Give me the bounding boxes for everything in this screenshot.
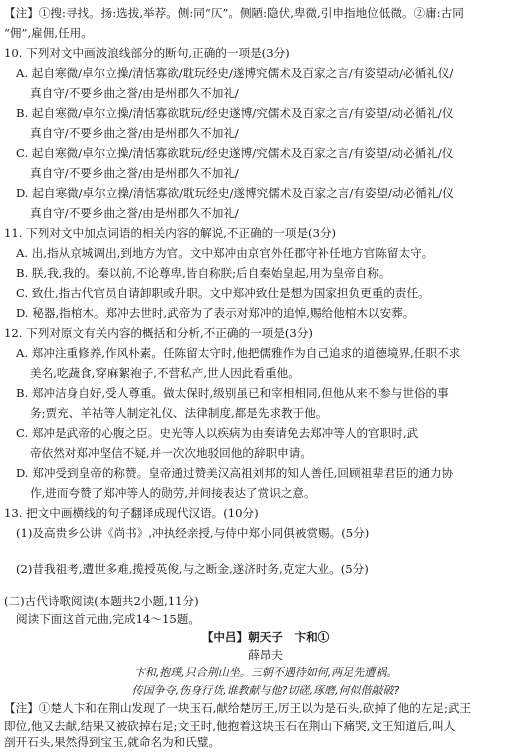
section-poetry-heading: (二)古代诗歌阅读(本题共2小题,11分) <box>4 594 199 608</box>
poetry-instruction: 阅读下面这首元曲,完成14～15题。 <box>16 612 200 626</box>
q10-option-d-line-2: 真自守/不要乡曲之誉/由是州郡久不加礼/ <box>30 206 239 220</box>
q12-option-c-line-1: C. 郑冲是武帝的心腹之臣。史光等人以疾病为由奏请免去郑冲等人的官职时,武 <box>16 426 419 440</box>
poem-note-line-2: 即位,他又去献,结果又被砍掉右足;文王时,他抱着这块玉石在荆山下痛哭,文王知道后,叫人 <box>4 719 456 733</box>
poem-line-1: 卞和,抱璞,只合荆山坐。三朝不遇待如何,两足先遭祸。 <box>133 666 398 679</box>
q13-sentence-1: (1)及高贵乡公讲《尚书》,冲执经亲授,与侍中郑小同俱被赏赐。(5分) <box>16 526 370 540</box>
q10-option-a-line-2: 真自守/不要乡曲之誉/由是州郡久不加礼/ <box>30 86 239 100</box>
q11-option-a: A. 出,指从京城调出,到地方为官。文中郑冲由京官外任郡守补任地方官陈留太守。 <box>16 246 434 260</box>
q10-option-a-line-1: A. 起自寒微/卓尔立操/清恬寡欲/耽玩经史/遂博究儒术及百家之言/有姿望动/必循礼仪/ <box>16 66 454 80</box>
q12-option-d-line-1: D. 郑冲受到皇帝的称赞。皇帝通过赞美汉高祖刘邦的知人善任,回顾祖辈君臣的通力协 <box>16 466 454 480</box>
question-11-stem: 11. 下列对文中加点词语的相关内容的解说,不正确的一项是(3分) <box>4 226 337 240</box>
note-line-2: “佣”,雇佣,任用。 <box>4 26 93 40</box>
q11-option-d: D. 秘器,指棺木。郑冲去世时,武帝为了表示对郑冲的追悼,赐给他棺木以安葬。 <box>16 306 415 320</box>
q12-option-b-line-2: 务;贾充、羊祜等人制定礼仪、法律制度,都是先求教于他。 <box>30 406 328 420</box>
note-line-1: 【注】①搜:寻找。扬:选拔,举荐。侧:同“仄”。侧陋:隐伏,卑微,引申指地位低微。②庸:古同 <box>4 6 464 20</box>
q10-option-c-line-1: C. 起自寒微/卓尔立操/清恬寡欲耽玩/经史遂博/究儒术及百家之言/有姿望/动必循礼/仪 <box>16 146 454 160</box>
question-13-stem: 13. 把文中画横线的句子翻译成现代汉语。(10分) <box>4 506 259 520</box>
q12-option-c-line-2: 帝依然对郑冲坚信不疑,并一次次地驳回他的辞职申请。 <box>30 446 312 460</box>
poem-note-line-3: 剖开石头,果然得到宝玉,就命名为和氏璧。 <box>4 735 221 749</box>
poem-author: 薛昂夫 <box>248 648 283 662</box>
q12-option-d-line-2: 作,进而夸赞了郑冲等人的勋劳,并间接表达了赏识之意。 <box>30 486 316 500</box>
q10-option-b-line-2: 真自守/不要乡曲之誉/由是州郡久不加礼/ <box>30 126 239 140</box>
poem-title: 【中吕】朝天子 卞和① <box>201 630 330 644</box>
question-12-stem: 12. 下列对原文有关内容的概括和分析,不正确的一项是(3分) <box>4 326 313 340</box>
q12-option-a-line-2: 美名,吃蔬食,穿麻絮袍子,不营私产,世人因此看重他。 <box>30 366 300 380</box>
q13-sentence-2: (2)昔我祖考,遭世多难,揽授英俊,与之断金,遂济时务,克定大业。(5分) <box>16 562 369 576</box>
poem-note-line-1: 【注】①楚人卞和在荆山发现了一块玉石,献给楚厉王,厉王以为是石头,砍掉了他的左足;武王 <box>4 701 472 715</box>
q10-option-d-line-1: D. 起自寒微/卓尔立操/清恬寡欲/耽玩经史/遂博究儒术及百家之言/有姿望/动必循礼/仪 <box>16 186 454 200</box>
q11-option-c: C. 致仕,指古代官员自请卸职或升职。文中郑冲致仕是想为国家担负更重的责任。 <box>16 286 430 300</box>
q10-option-b-line-1: B. 起自寒微/卓尔立操/清恬寡欲耽玩/经史遂博/究儒术及百家之言/有姿望/动必循礼/仪 <box>16 106 454 120</box>
q11-option-b: B. 朕,我,我的。秦以前,不论尊卑,皆自称朕;后自秦始皇起,用为皇帝自称。 <box>16 266 391 280</box>
q10-option-c-line-2: 真自守/不要乡曲之誉/由是州郡久不加礼/ <box>30 166 239 180</box>
q12-option-a-line-1: A. 郑冲注重修养,作风朴素。任陈留太守时,他把儒雅作为自己追求的道德境界,任职不求 <box>16 346 461 360</box>
question-10-stem: 10. 下列对文中画波浪线部分的断句,正确的一项是(3分) <box>4 46 290 60</box>
poem-line-2: 传国争夺,伤身行货,谁教献与他?切磋,琢磨,何似偕敲破? <box>131 684 400 697</box>
q12-option-b-line-1: B. 郑冲洁身自好,受人尊重。做太保时,级别虽已和宰相相同,但他从来不参与世俗的事 <box>16 386 449 400</box>
